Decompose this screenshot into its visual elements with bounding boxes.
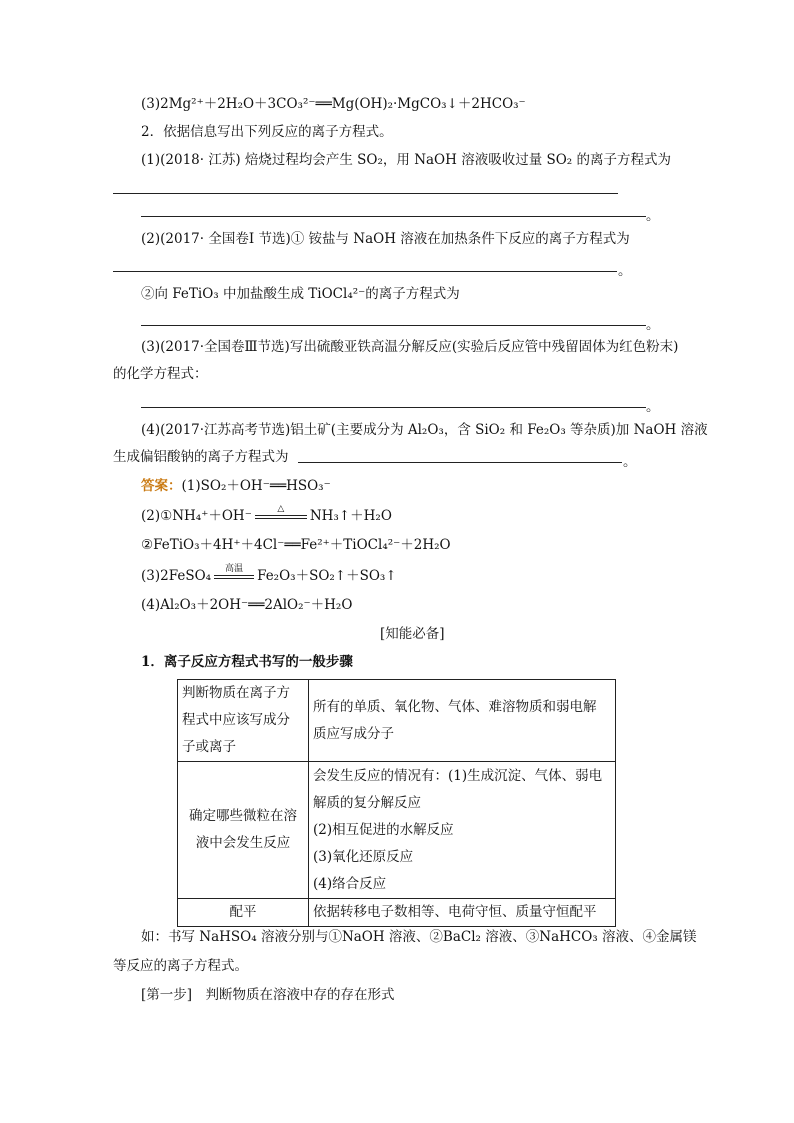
cell-text: (2)相互促进的水解反应: [313, 821, 454, 838]
answer-3-left: (3)2FeSO₄: [141, 568, 212, 584]
cell-text: (3)氧化还原反应: [313, 848, 414, 865]
cell-text: 所有的单质、氧化物、气体、难溶物质和弱电解: [313, 698, 597, 715]
question-2b: ②向 FeTiO₃ 中加盐酸生成 TiOCl₄²⁻的离子方程式为: [141, 286, 460, 302]
section-title: [知能必备]: [380, 626, 445, 642]
table-cell-desc: [309, 762, 616, 899]
cell-text: 确定哪些微粒在溶: [189, 808, 297, 824]
answer-label: 答案：: [141, 478, 182, 494]
table-cell-step: [178, 899, 309, 927]
high-temp-equals-sign: [214, 563, 254, 583]
answer-line-1: [141, 476, 331, 496]
table-cell-desc: [309, 899, 616, 927]
table-cell-desc: [309, 680, 616, 762]
heating-equals-sign: [255, 503, 307, 523]
cell-text: 程式中应该写成分: [182, 712, 290, 728]
question-3-cont: 的化学方程式：: [113, 366, 208, 382]
cell-text: 质应写成分子: [313, 725, 394, 742]
cell-text: 解质的复分解反应: [313, 794, 421, 811]
answer-line-2b: ②FeTiO₃＋4H⁺＋4Cl⁻══Fe²⁺＋TiOCl₄²⁻＋2H₂O: [141, 537, 451, 553]
answer-2-left: (2)①NH₄⁺＋OH⁻: [141, 508, 252, 524]
table-row: [178, 899, 616, 927]
cell-text: 液中会发生反应: [195, 835, 291, 851]
table-cell-step: [178, 762, 309, 899]
answer-line-4: (4)Al₂O₃＋2OH⁻══2AlO₂⁻＋H₂O: [141, 597, 353, 613]
answer-line-3: [141, 563, 397, 586]
period-mark: 。: [618, 263, 632, 279]
question-4: (4)(2017·江苏高考节选)铝土矿(主要成分为 Al₂O₃，含 SiO₂ 和 Fe₂O₃ 等杂质)加 NaOH 溶液: [141, 422, 708, 438]
example-line-2: 等反应的离子方程式。: [113, 958, 248, 974]
period-mark: 。: [646, 317, 660, 333]
cell-text: 判断物质在离子方: [182, 685, 290, 701]
answer-blank: [141, 407, 646, 408]
answer-line-2: [141, 503, 392, 526]
question-3: (3)(2017·全国卷Ⅲ节选)写出硫酸亚铁高温分解反应(实验后反应管中残留固体为红色粉末): [141, 339, 679, 355]
answer-2-right: NH₃↑＋H₂O: [309, 508, 392, 524]
question-1: (1)(2018· 江苏) 焙烧过程均会产生 SO₂，用 NaOH 溶液吸收过量 SO₂ 的离子方程式为: [141, 152, 671, 168]
cell-text: 配平: [229, 904, 257, 920]
equation-line: (3)2Mg²⁺＋2H₂O＋3CO₃²⁻══Mg(OH)₂·MgCO₃↓＋2HCO₃⁻: [141, 96, 526, 112]
table-row: [178, 680, 616, 762]
heat-symbol: △: [277, 503, 285, 514]
step-one: [第一步] 判断物质在溶液中存的存在形式: [141, 987, 395, 1003]
answer-blank: [141, 216, 646, 217]
answer-blank: [113, 193, 618, 194]
answer-blank: [113, 271, 617, 272]
cell-text: (4)络合反应: [313, 875, 387, 892]
cell-text: 子或离子: [182, 739, 236, 755]
cell-text: 依据转移电子数相等、电荷守恒、质量守恒配平: [313, 904, 597, 920]
steps-table: [177, 679, 616, 927]
period-mark: 。: [646, 399, 660, 415]
example-line-1: 如：书写 NaHSO₄ 溶液分别与①NaOH 溶液、②BaCl₂ 溶液、③NaHCO₃ 溶液、④金属镁: [141, 929, 697, 945]
answer-1: (1)SO₂＋OH⁻══HSO₃⁻: [181, 478, 331, 494]
period-mark: 。: [646, 208, 660, 224]
question-2: (2)(2017· 全国卷Ⅰ 节选)① 铵盐与 NaOH 溶液在加热条件下反应的离子方程式为: [141, 231, 630, 247]
period-mark: 。: [623, 454, 637, 470]
table-row: [178, 762, 616, 899]
high-temp-label: 高温: [225, 563, 244, 574]
question-heading: 2．依据信息写出下列反应的离子方程式。: [141, 124, 393, 140]
answer-blank: [298, 462, 622, 463]
answer-3-right: Fe₂O₃＋SO₂↑＋SO₃↑: [257, 568, 397, 584]
answer-blank: [141, 325, 646, 326]
question-4-cont: 生成偏铝酸钠的离子方程式为: [113, 449, 289, 465]
cell-text: 会发生反应的情况有：(1)生成沉淀、气体、弱电: [313, 767, 603, 784]
section-heading: 1．离子反应方程式书写的一般步骤: [141, 654, 353, 670]
table-cell-step: [178, 680, 309, 762]
